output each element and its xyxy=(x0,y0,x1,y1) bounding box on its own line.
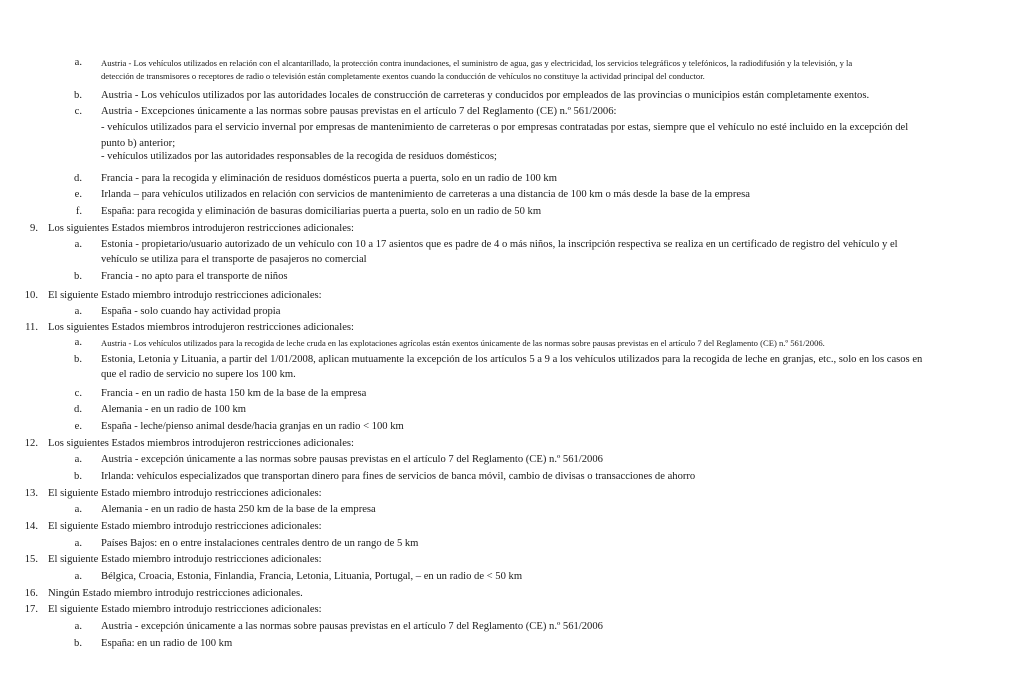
text-line: El siguiente Estado miembro introdujo restricciones adicionales: xyxy=(48,290,322,301)
list-marker: a. xyxy=(74,538,82,549)
text-line: Los siguientes Estados miembros introdujeron restricciones adicionales: xyxy=(48,223,354,234)
list-marker: a. xyxy=(74,57,82,68)
text-line: Estonia - propietario/usuario autorizado de un vehículo con 10 a 17 asientos que es padre de 4 o más niños, la inscripción respectiva se realiza en un certificado de registro del vehículo y el xyxy=(101,239,898,250)
list-marker: 10. xyxy=(24,290,38,301)
text-line: Bélgica, Croacia, Estonia, Finlandia, Francia, Letonia, Lituania, Portugal, – en un radio de < 50 km xyxy=(101,571,523,582)
list-marker: f. xyxy=(75,206,82,217)
list-marker: e. xyxy=(74,189,82,200)
list-marker: a. xyxy=(74,571,82,582)
text-line: Austria - Los vehículos utilizados en relación con el alcantarillado, la protección contra inundaciones, el suministro de agua, gas y electricidad, los servicios telegráficos y telefónicos, la radiodifusión y la televisión, y la xyxy=(101,58,853,68)
text-line: España - solo cuando hay actividad propia xyxy=(101,306,281,317)
list-marker: e. xyxy=(74,421,82,432)
text-line: España: para recogida y eliminación de basuras domiciliarias puerta a puerta, solo en un radio de 50 km xyxy=(101,206,542,217)
list-marker: c. xyxy=(74,388,82,399)
text-line: Países Bajos: en o entre instalaciones centrales dentro de un rango de 5 km xyxy=(101,538,419,549)
text-line: Irlanda: vehículos especializados que transportan dinero para fines de servicios de banca móvil, cambio de divisas o transacciones de ahorro xyxy=(101,471,696,482)
list-marker: a. xyxy=(74,306,82,317)
text-line: El siguiente Estado miembro introdujo restricciones adicionales: xyxy=(48,554,322,565)
text-line: Austria - excepción únicamente a las normas sobre pausas previstas en el artículo 7 del Reglamento (CE) n.º 561/2006 xyxy=(101,621,603,632)
list-marker: a. xyxy=(74,454,82,465)
text-line: - vehículos utilizados por las autoridades responsables de la recogida de residuos domésticos; xyxy=(101,151,497,162)
text-line: Irlanda – para vehículos utilizados en relación con servicios de mantenimiento de carreteras a una distancia de 100 km o más desde la base de la empresa xyxy=(101,189,750,200)
text-line: vehículo se utiliza para el transporte de pasajeros no comercial xyxy=(101,254,367,265)
text-line: Estonia, Letonia y Lituania, a partir del 1/01/2008, aplican mutuamente la excepción de los artículos 5 a 9 a los vehículos utilizados para la recogida de leche en granjas, etc., solo en los casos en xyxy=(101,354,923,365)
text-line: Austria - excepción únicamente a las normas sobre pausas previstas en el artículo 7 del Reglamento (CE) n.º 561/2006 xyxy=(101,454,603,465)
text-line: Ningún Estado miembro introdujo restricciones adicionales. xyxy=(48,588,303,599)
list-marker: 13. xyxy=(24,488,38,499)
text-line: que el radio de servicio no supere los 100 km. xyxy=(101,369,296,380)
list-marker: a. xyxy=(74,621,82,632)
list-marker: a. xyxy=(74,504,82,515)
list-marker: 11. xyxy=(25,322,38,333)
text-line: España: en un radio de 100 km xyxy=(101,638,233,649)
text-line: El siguiente Estado miembro introdujo restricciones adicionales: xyxy=(48,488,322,499)
list-marker: c. xyxy=(74,106,82,117)
list-marker: b. xyxy=(74,638,82,649)
text-line: Austria - Los vehículos utilizados para la recogida de leche cruda en las explotaciones agrícolas están exentos únicamente de las normas sobre pausas previstas en el artículo 7 del Reglamento (CE) n.º 561/2006. xyxy=(101,338,825,348)
list-marker: b. xyxy=(74,471,82,482)
text-line: Francia - para la recogida y eliminación de residuos domésticos puerta a puerta, solo en un radio de 100 km xyxy=(101,173,557,184)
list-marker: 15. xyxy=(24,554,38,565)
text-line: Francia - en un radio de hasta 150 km de la base de la empresa xyxy=(101,388,367,399)
list-marker: a. xyxy=(74,239,82,250)
text-line: El siguiente Estado miembro introdujo restricciones adicionales: xyxy=(48,521,322,532)
list-marker: 12. xyxy=(24,438,38,449)
text-line: El siguiente Estado miembro introdujo restricciones adicionales: xyxy=(48,604,322,615)
text-line: Francia - no apto para el transporte de niños xyxy=(101,271,288,282)
text-line: Los siguientes Estados miembros introdujeron restricciones adicionales: xyxy=(48,438,354,449)
text-line: detección de transmisores o receptores de radio o televisión están completamente exentos cuando la conducción de vehículos no constituye la actividad principal del conductor. xyxy=(101,71,705,81)
text-line: Los siguientes Estados miembros introdujeron restricciones adicionales: xyxy=(48,322,354,333)
text-line: punto b) anterior; xyxy=(101,138,176,149)
list-marker: b. xyxy=(74,354,82,365)
list-marker: 16. xyxy=(24,588,38,599)
list-marker: d. xyxy=(74,173,82,184)
text-line: Austria - Excepciones únicamente a las normas sobre pausas previstas en el artículo 7 del Reglamento (CE) n.º 561/2006: xyxy=(101,106,617,117)
text-line: - vehículos utilizados para el servicio invernal por empresas de mantenimiento de carreteras o por empresas contratadas por estas, siempre que el vehículo no esté incluido en la excepción del xyxy=(101,122,909,133)
list-marker: 17. xyxy=(24,604,38,615)
list-marker: 9. xyxy=(30,223,38,234)
list-marker: a. xyxy=(74,337,82,348)
list-marker: b. xyxy=(74,90,82,101)
text-line: Austria - Los vehículos utilizados por las autoridades locales de construcción de carreteras y conducidos por empleados de las provincias o municipios están completamente exentos. xyxy=(101,90,870,101)
text-line: España - leche/pienso animal desde/hacia granjas en un radio < 100 km xyxy=(101,421,404,432)
text-line: Alemania - en un radio de hasta 250 km de la base de la empresa xyxy=(101,504,376,515)
text-line: Alemania - en un radio de 100 km xyxy=(101,404,247,415)
list-marker: 14. xyxy=(24,521,38,532)
list-marker: b. xyxy=(74,271,82,282)
list-marker: d. xyxy=(74,404,82,415)
